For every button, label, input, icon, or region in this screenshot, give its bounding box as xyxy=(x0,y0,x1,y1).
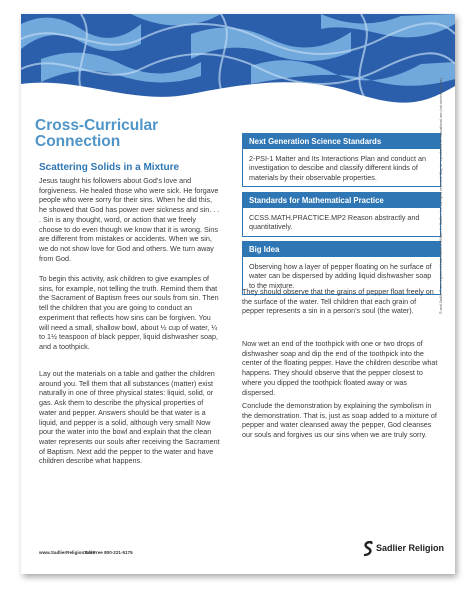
box-header: Big Idea xyxy=(243,242,440,257)
box-header: Standards for Mathematical Practice xyxy=(243,193,440,208)
copyright-note: ® and Sadlier® are registered trademarks of William H. Sadlier, Inc. All rights reserved. May be reproduced for educational use (not commercial use). xyxy=(439,77,443,314)
brand-name: Sadlier Religion xyxy=(376,543,445,553)
footer-phone: Toll Free 800-221-5175 xyxy=(84,550,133,555)
activity-paragraph: To begin this activity, ask children to give examples of sins, for example, not telling the truth. Remind them that the Sacrament of Baptism frees our souls from sin. Then tell the children that you are going to conduct an experiment that reflects how sins can be forgiven. You will need a small, shallow bowl, about ½ cup of water, ¼ to 1½ teaspoon of black pepper, liquid dishwasher soap, and a toothpick. xyxy=(39,274,219,351)
sadlier-logo xyxy=(362,541,445,559)
toothpick-paragraph: Now wet an end of the toothpick with one or two drops of dishwasher soap and dip the end of the toothpick into the center of the floating pepper. Have the children describe what happens. They should observe that the pepper closest to where you dipped the toothpick floated away or was dispersed. xyxy=(242,339,438,397)
section-subtitle: Scattering Solids in a Mixture xyxy=(39,162,180,173)
box-header: Next Generation Science Standards xyxy=(243,134,440,149)
footer-url-link[interactable]: www.SadlierReligion.com xyxy=(39,550,95,555)
materials-paragraph: Lay out the materials on a table and gather the children around you. Tell them that all substances (matter) exist naturally in one of three physical states: liquid, solid, or gas. Ask them to describe the physical properties of water and pepper. Answers should be that water is a liquid, and pepper is a solid, although very small! Now pour the water into the bowl and explain that the clean water represents our souls after receiving the Sacrament of Baptism. Next add the pepper to the water and have children describe what happens. xyxy=(39,369,220,466)
observation-paragraph: They should observe that the grains of pepper float freely on the surface of the water. Tell children that each grain of pepper represents a sin in a person’s soul (the water). xyxy=(242,287,434,316)
sadlier-mark-icon xyxy=(362,541,374,557)
box-body: 2-PSI-1 Matter and Its Interactions Plan and conduct an investigation to descibe and classify different kinds of materials by their observable properties. xyxy=(249,154,426,182)
page-title: Cross-Curricular Connection xyxy=(35,117,159,150)
conclusion-paragraph: Conclude the demonstration by explaining the symbolism in the demonstration. That is, just as soap added to a mixture of pepper and water cleansed away the pepper, God cleanses our souls and forgives us our sins when we are truly sorry. xyxy=(242,401,437,440)
banner-pattern xyxy=(21,14,455,106)
math-standards-box xyxy=(242,192,441,237)
worksheet-page xyxy=(21,14,455,574)
science-standards-box xyxy=(242,133,441,187)
box-body: CCSS.MATH.PRACTICE.MP2 Reason abstractly and quantitatively. xyxy=(249,213,420,232)
box-body: Observing how a layer of pepper floating on he surface of water can be dispersed by adding liquid dishwasher soap to the mixture. xyxy=(249,262,432,290)
intro-paragraph: Jesus taught his followers about God’s love and forgiveness. He healed those who were sick. He forgave people who were sorry for their sins. When he did this, he showed that God has power over sickness and sin. . . . Sin is any thought, word, or action that we freely choose to do even though we know that it is wrong. Sins are different from mistakes or accidents. When we sin, we do not show love for God and others. We turn away from God. xyxy=(39,176,220,263)
